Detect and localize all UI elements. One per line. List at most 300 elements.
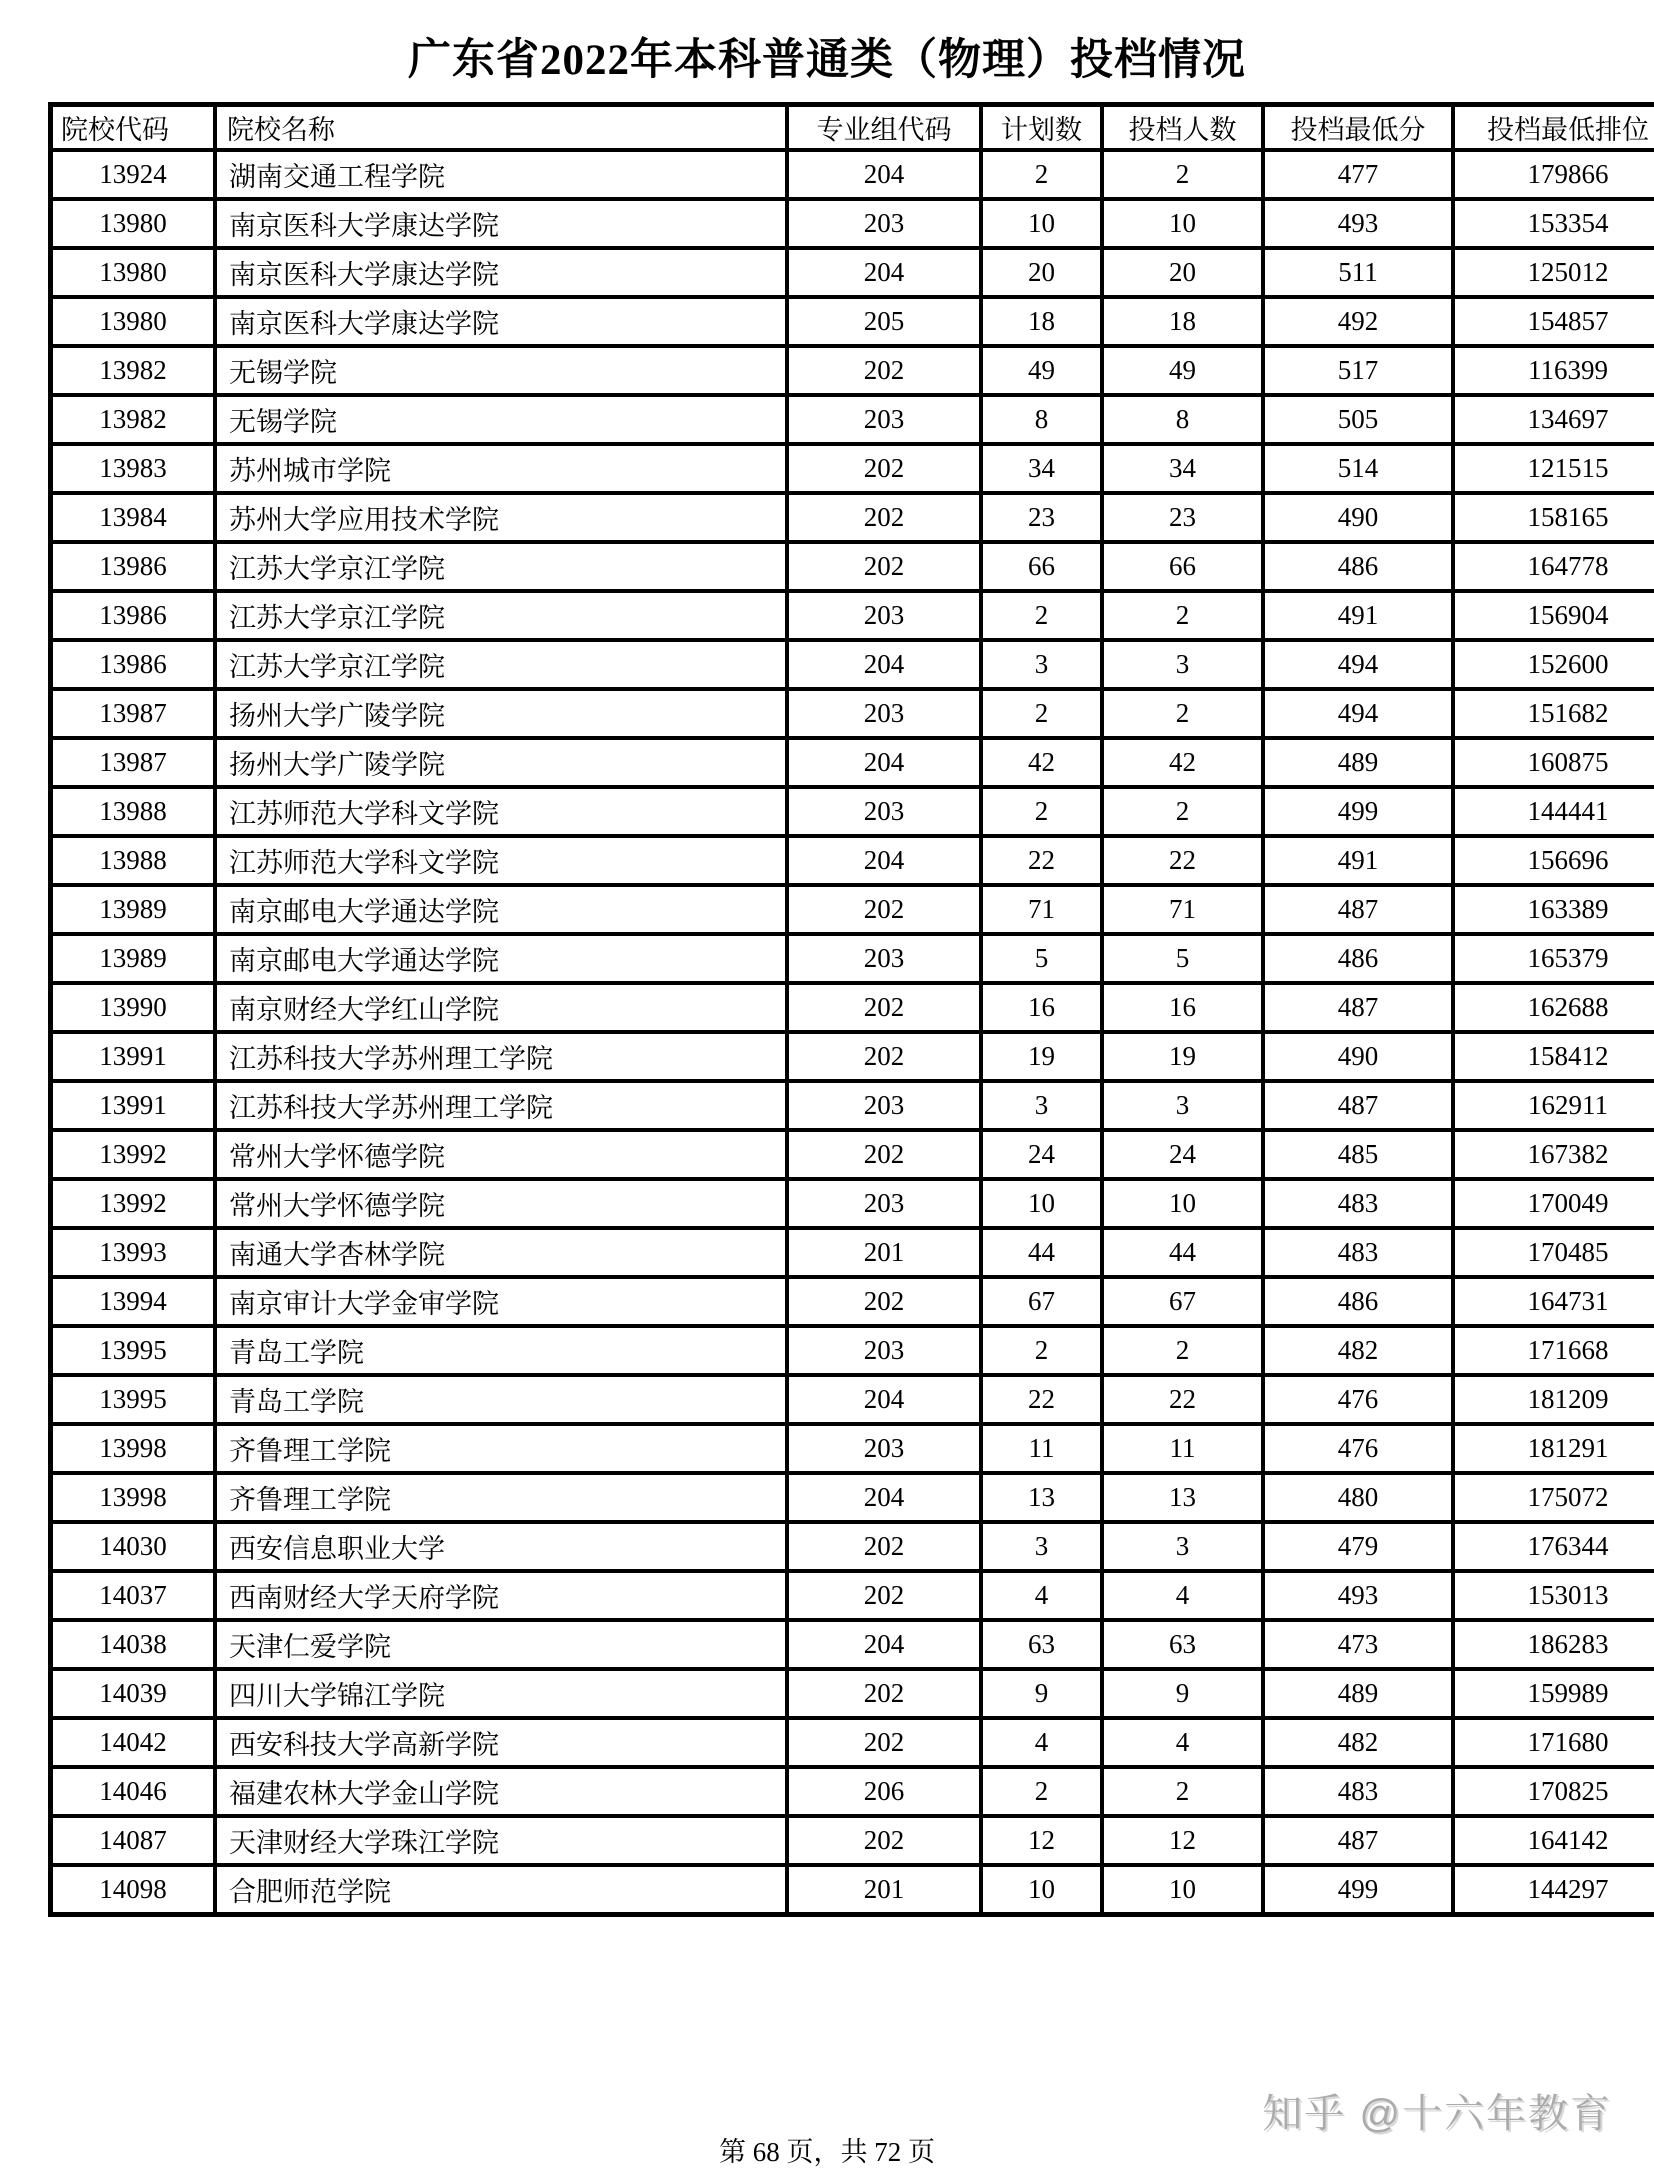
value-cell: 10 [981, 1865, 1102, 1914]
table-row [51, 199, 1654, 248]
value-cell: 202 [787, 346, 981, 395]
table-row [51, 787, 1654, 836]
college-name-cell: 江苏大学京江学院 [215, 591, 787, 640]
value-cell: 514 [1263, 444, 1453, 493]
college-code-cell: 13992 [51, 1130, 216, 1179]
value-cell: 71 [1102, 885, 1263, 934]
value-cell: 171680 [1453, 1718, 1654, 1767]
table-row [51, 689, 1654, 738]
value-cell: 482 [1263, 1326, 1453, 1375]
value-cell: 2 [1102, 689, 1263, 738]
college-name-cell: 江苏师范大学科文学院 [215, 787, 787, 836]
value-cell: 487 [1263, 885, 1453, 934]
table-row [51, 591, 1654, 640]
value-cell: 487 [1263, 983, 1453, 1032]
value-cell: 4 [1102, 1571, 1263, 1620]
value-cell: 167382 [1453, 1130, 1654, 1179]
value-cell: 494 [1263, 640, 1453, 689]
table-row [51, 1081, 1654, 1130]
value-cell: 162911 [1453, 1081, 1654, 1130]
college-name-cell: 南京财经大学红山学院 [215, 983, 787, 1032]
value-cell: 63 [981, 1620, 1102, 1669]
college-code-cell: 13983 [51, 444, 216, 493]
value-cell: 24 [1102, 1130, 1263, 1179]
college-name-cell: 南京医科大学康达学院 [215, 199, 787, 248]
college-code-cell: 13992 [51, 1179, 216, 1228]
value-cell: 170049 [1453, 1179, 1654, 1228]
value-cell: 204 [787, 1473, 981, 1522]
value-cell: 202 [787, 1032, 981, 1081]
college-code-cell: 13984 [51, 493, 216, 542]
value-cell: 4 [1102, 1718, 1263, 1767]
value-cell: 23 [1102, 493, 1263, 542]
value-cell: 34 [981, 444, 1102, 493]
value-cell: 2 [981, 150, 1102, 199]
value-cell: 3 [1102, 1081, 1263, 1130]
value-cell: 22 [981, 836, 1102, 885]
table-row [51, 885, 1654, 934]
college-name-cell: 西南财经大学天府学院 [215, 1571, 787, 1620]
college-code-cell: 13993 [51, 1228, 216, 1277]
value-cell: 493 [1263, 1571, 1453, 1620]
value-cell: 486 [1263, 542, 1453, 591]
value-cell: 203 [787, 689, 981, 738]
value-cell: 179866 [1453, 150, 1654, 199]
value-cell: 202 [787, 1669, 981, 1718]
value-cell: 16 [1102, 983, 1263, 1032]
value-cell: 151682 [1453, 689, 1654, 738]
value-cell: 204 [787, 150, 981, 199]
value-cell: 494 [1263, 689, 1453, 738]
table-row [51, 1424, 1654, 1473]
college-name-cell: 西安信息职业大学 [215, 1522, 787, 1571]
value-cell: 202 [787, 444, 981, 493]
college-code-cell: 13988 [51, 787, 216, 836]
value-cell: 10 [981, 1179, 1102, 1228]
value-cell: 489 [1263, 1669, 1453, 1718]
header-row [51, 105, 1654, 151]
college-code-cell: 13987 [51, 738, 216, 787]
column-header: 计划数 [981, 105, 1102, 151]
value-cell: 186283 [1453, 1620, 1654, 1669]
value-cell: 486 [1263, 1277, 1453, 1326]
college-name-cell: 四川大学锦江学院 [215, 1669, 787, 1718]
value-cell: 12 [981, 1816, 1102, 1865]
value-cell: 49 [1102, 346, 1263, 395]
value-cell: 153013 [1453, 1571, 1654, 1620]
value-cell: 203 [787, 395, 981, 444]
value-cell: 3 [981, 1081, 1102, 1130]
college-name-cell: 江苏科技大学苏州理工学院 [215, 1081, 787, 1130]
table-row [51, 1718, 1654, 1767]
table-row [51, 395, 1654, 444]
college-name-cell: 南京审计大学金审学院 [215, 1277, 787, 1326]
college-code-cell: 13980 [51, 199, 216, 248]
college-name-cell: 扬州大学广陵学院 [215, 689, 787, 738]
value-cell: 125012 [1453, 248, 1654, 297]
value-cell: 203 [787, 787, 981, 836]
value-cell: 164731 [1453, 1277, 1654, 1326]
college-name-cell: 无锡学院 [215, 395, 787, 444]
value-cell: 159989 [1453, 1669, 1654, 1718]
value-cell: 22 [1102, 1375, 1263, 1424]
value-cell: 12 [1102, 1816, 1263, 1865]
value-cell: 2 [1102, 591, 1263, 640]
value-cell: 42 [981, 738, 1102, 787]
value-cell: 10 [981, 199, 1102, 248]
table-row [51, 1277, 1654, 1326]
value-cell: 204 [787, 738, 981, 787]
value-cell: 203 [787, 1081, 981, 1130]
college-code-cell: 13980 [51, 248, 216, 297]
college-code-cell: 13986 [51, 542, 216, 591]
value-cell: 202 [787, 1277, 981, 1326]
value-cell: 181209 [1453, 1375, 1654, 1424]
value-cell: 24 [981, 1130, 1102, 1179]
value-cell: 203 [787, 1424, 981, 1473]
value-cell: 9 [981, 1669, 1102, 1718]
watermark: 知乎 @十六年教育 [1262, 2092, 1612, 2136]
value-cell: 2 [981, 689, 1102, 738]
value-cell: 156904 [1453, 591, 1654, 640]
value-cell: 205 [787, 297, 981, 346]
college-code-cell: 13982 [51, 395, 216, 444]
value-cell: 477 [1263, 150, 1453, 199]
college-code-cell: 14030 [51, 1522, 216, 1571]
college-name-cell: 无锡学院 [215, 346, 787, 395]
college-code-cell: 13990 [51, 983, 216, 1032]
value-cell: 5 [981, 934, 1102, 983]
value-cell: 2 [1102, 150, 1263, 199]
value-cell: 479 [1263, 1522, 1453, 1571]
value-cell: 202 [787, 493, 981, 542]
college-name-cell: 南京医科大学康达学院 [215, 248, 787, 297]
value-cell: 158412 [1453, 1032, 1654, 1081]
table-row [51, 1522, 1654, 1571]
value-cell: 170485 [1453, 1228, 1654, 1277]
value-cell: 4 [981, 1718, 1102, 1767]
value-cell: 2 [1102, 1326, 1263, 1375]
college-name-cell: 南通大学杏林学院 [215, 1228, 787, 1277]
table-row [51, 1816, 1654, 1865]
value-cell: 44 [1102, 1228, 1263, 1277]
college-code-cell: 13998 [51, 1424, 216, 1473]
value-cell: 202 [787, 983, 981, 1032]
value-cell: 176344 [1453, 1522, 1654, 1571]
college-name-cell: 南京医科大学康达学院 [215, 297, 787, 346]
value-cell: 202 [787, 1816, 981, 1865]
college-name-cell: 天津财经大学珠江学院 [215, 1816, 787, 1865]
value-cell: 492 [1263, 297, 1453, 346]
value-cell: 505 [1263, 395, 1453, 444]
college-code-cell: 13995 [51, 1326, 216, 1375]
table-row [51, 836, 1654, 885]
value-cell: 20 [1102, 248, 1263, 297]
value-cell: 18 [981, 297, 1102, 346]
table-row [51, 1571, 1654, 1620]
value-cell: 2 [981, 787, 1102, 836]
value-cell: 144297 [1453, 1865, 1654, 1914]
value-cell: 202 [787, 542, 981, 591]
value-cell: 2 [1102, 1767, 1263, 1816]
table-header [51, 105, 1654, 151]
value-cell: 71 [981, 885, 1102, 934]
value-cell: 202 [787, 1571, 981, 1620]
value-cell: 160875 [1453, 738, 1654, 787]
value-cell: 473 [1263, 1620, 1453, 1669]
college-name-cell: 合肥师范学院 [215, 1865, 787, 1914]
value-cell: 153354 [1453, 199, 1654, 248]
value-cell: 116399 [1453, 346, 1654, 395]
table-row [51, 1130, 1654, 1179]
column-header: 投档人数 [1102, 105, 1263, 151]
college-code-cell: 13980 [51, 297, 216, 346]
value-cell: 5 [1102, 934, 1263, 983]
value-cell: 23 [981, 493, 1102, 542]
table-row [51, 1669, 1654, 1718]
table-body [51, 150, 1654, 1914]
value-cell: 3 [1102, 1522, 1263, 1571]
value-cell: 66 [981, 542, 1102, 591]
page-footer: 第 68 页，共 72 页 [719, 2137, 935, 2167]
value-cell: 204 [787, 640, 981, 689]
value-cell: 49 [981, 346, 1102, 395]
value-cell: 22 [981, 1375, 1102, 1424]
table-row [51, 542, 1654, 591]
college-name-cell: 青岛工学院 [215, 1326, 787, 1375]
college-code-cell: 14039 [51, 1669, 216, 1718]
table-row [51, 346, 1654, 395]
value-cell: 164778 [1453, 542, 1654, 591]
college-name-cell: 福建农林大学金山学院 [215, 1767, 787, 1816]
value-cell: 3 [981, 640, 1102, 689]
college-code-cell: 13989 [51, 885, 216, 934]
value-cell: 2 [981, 1767, 1102, 1816]
value-cell: 202 [787, 1522, 981, 1571]
college-code-cell: 13987 [51, 689, 216, 738]
college-name-cell: 江苏师范大学科文学院 [215, 836, 787, 885]
value-cell: 201 [787, 1865, 981, 1914]
value-cell: 121515 [1453, 444, 1654, 493]
value-cell: 487 [1263, 1816, 1453, 1865]
column-header: 院校名称 [215, 105, 787, 151]
college-name-cell: 苏州大学应用技术学院 [215, 493, 787, 542]
value-cell: 22 [1102, 836, 1263, 885]
college-name-cell: 江苏大学京江学院 [215, 640, 787, 689]
value-cell: 480 [1263, 1473, 1453, 1522]
value-cell: 4 [981, 1571, 1102, 1620]
value-cell: 8 [1102, 395, 1263, 444]
college-name-cell: 南京邮电大学通达学院 [215, 885, 787, 934]
college-name-cell: 西安科技大学高新学院 [215, 1718, 787, 1767]
college-code-cell: 13995 [51, 1375, 216, 1424]
college-name-cell: 苏州城市学院 [215, 444, 787, 493]
admission-table [48, 102, 1654, 1917]
value-cell: 493 [1263, 199, 1453, 248]
college-name-cell: 齐鲁理工学院 [215, 1473, 787, 1522]
college-code-cell: 13986 [51, 591, 216, 640]
college-code-cell: 14098 [51, 1865, 216, 1914]
value-cell: 490 [1263, 493, 1453, 542]
value-cell: 491 [1263, 836, 1453, 885]
college-code-cell: 13994 [51, 1277, 216, 1326]
college-code-cell: 13991 [51, 1032, 216, 1081]
value-cell: 204 [787, 248, 981, 297]
college-code-cell: 13988 [51, 836, 216, 885]
value-cell: 476 [1263, 1424, 1453, 1473]
value-cell: 202 [787, 885, 981, 934]
value-cell: 203 [787, 1326, 981, 1375]
value-cell: 206 [787, 1767, 981, 1816]
value-cell: 8 [981, 395, 1102, 444]
value-cell: 10 [1102, 1865, 1263, 1914]
table-row [51, 1326, 1654, 1375]
college-name-cell: 江苏科技大学苏州理工学院 [215, 1032, 787, 1081]
value-cell: 489 [1263, 738, 1453, 787]
value-cell: 499 [1263, 1865, 1453, 1914]
table-row [51, 1179, 1654, 1228]
column-header: 投档最低分 [1263, 105, 1453, 151]
column-header: 专业组代码 [787, 105, 981, 151]
value-cell: 483 [1263, 1228, 1453, 1277]
table-row [51, 983, 1654, 1032]
value-cell: 44 [981, 1228, 1102, 1277]
college-name-cell: 湖南交通工程学院 [215, 150, 787, 199]
value-cell: 152600 [1453, 640, 1654, 689]
value-cell: 203 [787, 1179, 981, 1228]
value-cell: 483 [1263, 1179, 1453, 1228]
value-cell: 485 [1263, 1130, 1453, 1179]
value-cell: 3 [981, 1522, 1102, 1571]
value-cell: 158165 [1453, 493, 1654, 542]
value-cell: 42 [1102, 738, 1263, 787]
college-code-cell: 13986 [51, 640, 216, 689]
value-cell: 18 [1102, 297, 1263, 346]
value-cell: 204 [787, 1620, 981, 1669]
college-code-cell: 14042 [51, 1718, 216, 1767]
value-cell: 491 [1263, 591, 1453, 640]
value-cell: 162688 [1453, 983, 1654, 1032]
college-code-cell: 14087 [51, 1816, 216, 1865]
college-name-cell: 常州大学怀德学院 [215, 1130, 787, 1179]
value-cell: 2 [981, 591, 1102, 640]
value-cell: 10 [1102, 199, 1263, 248]
column-header: 投档最低排位 [1453, 105, 1654, 151]
college-name-cell: 青岛工学院 [215, 1375, 787, 1424]
value-cell: 67 [981, 1277, 1102, 1326]
college-code-cell: 14046 [51, 1767, 216, 1816]
value-cell: 204 [787, 836, 981, 885]
value-cell: 34 [1102, 444, 1263, 493]
value-cell: 163389 [1453, 885, 1654, 934]
college-name-cell: 南京邮电大学通达学院 [215, 934, 787, 983]
college-code-cell: 13991 [51, 1081, 216, 1130]
column-header: 院校代码 [51, 105, 216, 151]
value-cell: 511 [1263, 248, 1453, 297]
value-cell: 204 [787, 1375, 981, 1424]
value-cell: 154857 [1453, 297, 1654, 346]
value-cell: 175072 [1453, 1473, 1654, 1522]
value-cell: 170825 [1453, 1767, 1654, 1816]
table-row [51, 297, 1654, 346]
value-cell: 20 [981, 248, 1102, 297]
college-code-cell: 13989 [51, 934, 216, 983]
value-cell: 203 [787, 199, 981, 248]
value-cell: 19 [1102, 1032, 1263, 1081]
value-cell: 66 [1102, 542, 1263, 591]
value-cell: 13 [1102, 1473, 1263, 1522]
college-name-cell: 齐鲁理工学院 [215, 1424, 787, 1473]
table-row [51, 444, 1654, 493]
value-cell: 164142 [1453, 1816, 1654, 1865]
value-cell: 156696 [1453, 836, 1654, 885]
value-cell: 201 [787, 1228, 981, 1277]
value-cell: 490 [1263, 1032, 1453, 1081]
value-cell: 13 [981, 1473, 1102, 1522]
value-cell: 11 [1102, 1424, 1263, 1473]
college-code-cell: 13924 [51, 150, 216, 199]
value-cell: 10 [1102, 1179, 1263, 1228]
college-code-cell: 13982 [51, 346, 216, 395]
value-cell: 482 [1263, 1718, 1453, 1767]
value-cell: 11 [981, 1424, 1102, 1473]
value-cell: 517 [1263, 346, 1453, 395]
table-row [51, 1865, 1654, 1914]
table-row [51, 1032, 1654, 1081]
value-cell: 16 [981, 983, 1102, 1032]
value-cell: 165379 [1453, 934, 1654, 983]
page-title: 广东省2022年本科普通类（物理）投档情况 [408, 37, 1246, 84]
value-cell: 203 [787, 934, 981, 983]
table-row [51, 640, 1654, 689]
table-row [51, 934, 1654, 983]
value-cell: 2 [981, 1326, 1102, 1375]
college-code-cell: 14037 [51, 1571, 216, 1620]
table-row [51, 1473, 1654, 1522]
value-cell: 134697 [1453, 395, 1654, 444]
value-cell: 483 [1263, 1767, 1453, 1816]
value-cell: 63 [1102, 1620, 1263, 1669]
value-cell: 202 [787, 1130, 981, 1179]
table-row [51, 738, 1654, 787]
college-name-cell: 江苏大学京江学院 [215, 542, 787, 591]
value-cell: 3 [1102, 640, 1263, 689]
value-cell: 171668 [1453, 1326, 1654, 1375]
value-cell: 67 [1102, 1277, 1263, 1326]
table-row [51, 150, 1654, 199]
value-cell: 181291 [1453, 1424, 1654, 1473]
value-cell: 499 [1263, 787, 1453, 836]
college-name-cell: 常州大学怀德学院 [215, 1179, 787, 1228]
value-cell: 2 [1102, 787, 1263, 836]
table-row [51, 1767, 1654, 1816]
value-cell: 476 [1263, 1375, 1453, 1424]
table-row [51, 493, 1654, 542]
value-cell: 144441 [1453, 787, 1654, 836]
table-row [51, 1228, 1654, 1277]
value-cell: 19 [981, 1032, 1102, 1081]
table-row [51, 1620, 1654, 1669]
college-name-cell: 扬州大学广陵学院 [215, 738, 787, 787]
table-row [51, 1375, 1654, 1424]
value-cell: 486 [1263, 934, 1453, 983]
college-code-cell: 14038 [51, 1620, 216, 1669]
college-name-cell: 天津仁爱学院 [215, 1620, 787, 1669]
value-cell: 203 [787, 591, 981, 640]
value-cell: 202 [787, 1718, 981, 1767]
table-row [51, 248, 1654, 297]
value-cell: 9 [1102, 1669, 1263, 1718]
